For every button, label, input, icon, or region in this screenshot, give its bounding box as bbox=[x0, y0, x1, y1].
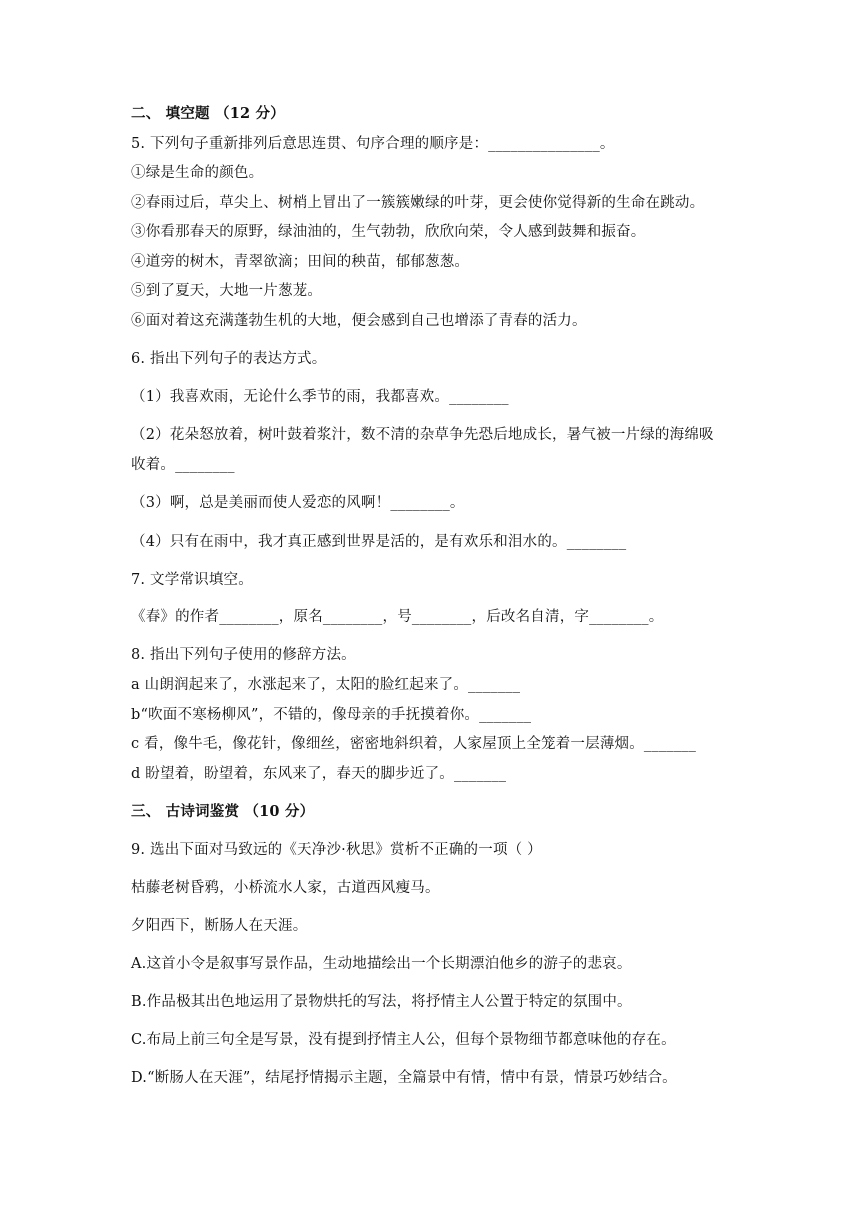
question-5-item-1: ①绿是生命的颜色。 bbox=[131, 165, 264, 181]
question-7-prompt: 7. 文学常识填空。 bbox=[131, 572, 253, 588]
poem-line-1: 枯藤老树昏鸦，小桥流水人家，古道西风瘦马。 bbox=[131, 880, 440, 896]
question-9-option-b: B.作品极其出色地运用了景物烘托的写法，将抒情主人公置于特定的氛围中。 bbox=[131, 994, 632, 1010]
question-6-prompt: 6. 指出下列句子的表达方式。 bbox=[131, 351, 327, 367]
question-6-item-3: （3）啊，总是美丽而使人爱恋的风啊！________。 bbox=[131, 495, 465, 511]
question-8-item-b: b“吹面不寒杨柳风”，不错的，像母亲的手抚摸着你。_______ bbox=[131, 707, 532, 723]
question-8-item-c: c 看，像牛毛，像花针，像细丝，密密地斜织着，人家屋顶上全笼着一层薄烟。_______ bbox=[131, 736, 697, 752]
question-5-prompt: 5. 下列句子重新排列后意思连贯、句序合理的顺序是：_______________。 bbox=[131, 136, 615, 152]
question-6-item-4: （4）只有在雨中，我才真正感到世界是活的，是有欢乐和泪水的。________ bbox=[131, 534, 627, 550]
question-9-prompt: 9. 选出下面对马致远的《天净沙·秋思》赏析不正确的一项（ ） bbox=[131, 842, 542, 858]
question-8-item-d: d 盼望着，盼望着，东风来了，春天的脚步近了。_______ bbox=[131, 766, 507, 782]
poem-line-2: 夕阳西下，断肠人在天涯。 bbox=[131, 918, 308, 934]
question-6-item-2-cont: 收着。________ bbox=[131, 457, 235, 473]
question-5-item-5: ⑤到了夏天，大地一片葱茏。 bbox=[131, 283, 323, 299]
question-5-item-6: ⑥面对着这充满蓬勃生机的大地，便会感到自己也增添了青春的活力。 bbox=[131, 313, 587, 329]
question-6-item-2: （2）花朵怒放着，树叶鼓着浆汁，数不清的杂草争先恐后地成长，暑气被一片绿的海绵吸 bbox=[131, 427, 714, 443]
question-5-item-2: ②春雨过后，草尖上、树梢上冒出了一簇簇嫩绿的叶芽，更会使你觉得新的生命在跳动。 bbox=[131, 195, 705, 211]
question-9-option-c: C.布局上前三句全是写景，没有提到抒情主人公，但每个景物细节都意味他的存在。 bbox=[131, 1032, 676, 1048]
question-8-prompt: 8. 指出下列句子使用的修辞方法。 bbox=[131, 647, 356, 663]
section-2-heading: 二、 填空题 （12 分） bbox=[131, 105, 285, 122]
question-5-item-4: ④道旁的树木，青翠欲滴；田间的秧苗，郁郁葱葱。 bbox=[131, 254, 470, 270]
question-9-option-d: D.“断肠人在天涯”，结尾抒情揭示主题，全篇景中有情，情中有景，情景巧妙结合。 bbox=[131, 1070, 677, 1086]
question-6-item-1: （1）我喜欢雨，无论什么季节的雨，我都喜欢。________ bbox=[131, 389, 509, 405]
question-9-option-a: A.这首小令是叙事写景作品，生动地描绘出一个长期漂泊他乡的游子的悲哀。 bbox=[131, 956, 632, 972]
question-8-item-a: a 山朗润起来了，水涨起来了，太阳的脸红起来了。_______ bbox=[131, 677, 521, 693]
question-7-fill-line: 《春》的作者________，原名________，号________，后改名自清，字________。 bbox=[131, 609, 664, 625]
question-5-item-3: ③你看那春天的原野，绿油油的，生气勃勃，欣欣向荣，令人感到鼓舞和振奋。 bbox=[131, 224, 646, 240]
section-3-heading: 三、 古诗词鉴赏 （10 分） bbox=[131, 803, 315, 820]
